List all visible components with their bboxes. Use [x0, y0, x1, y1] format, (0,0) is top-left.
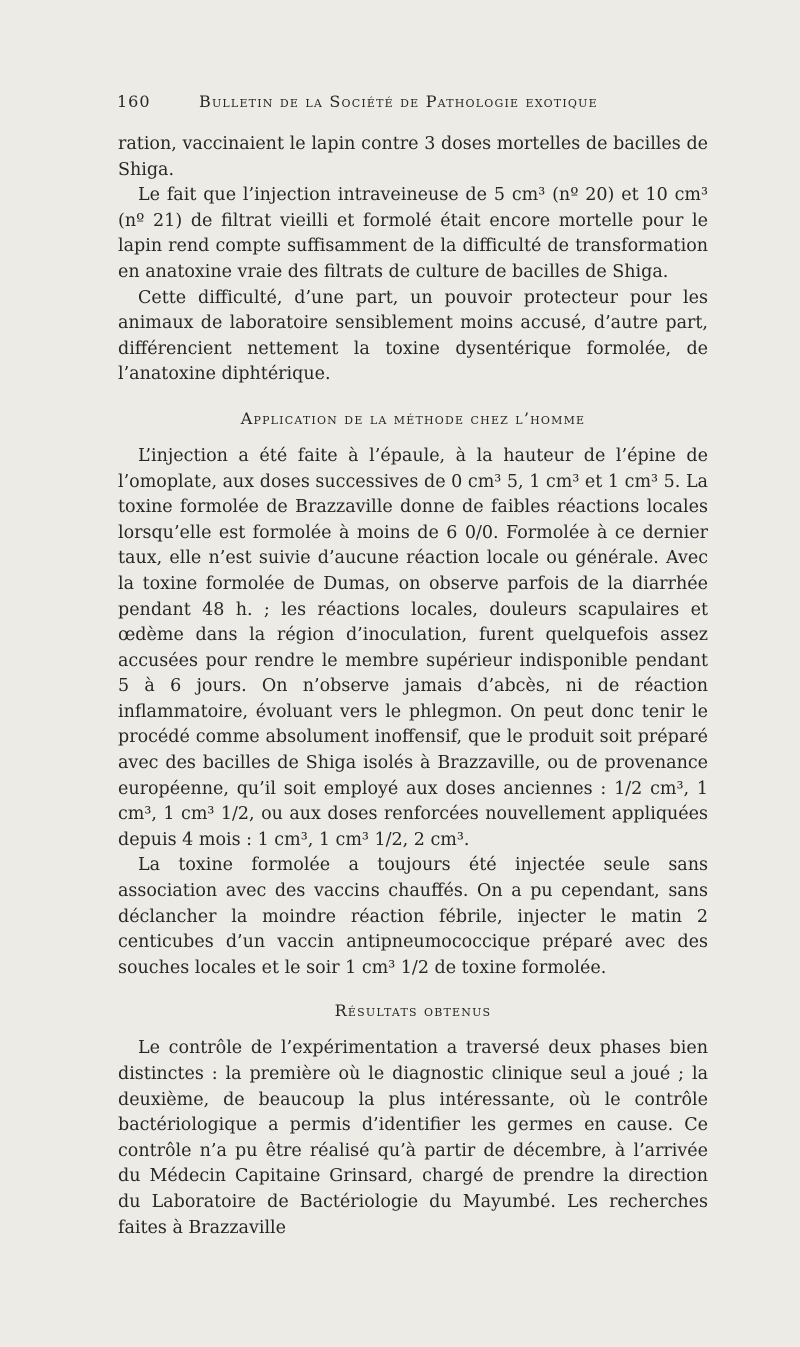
page-header — [117, 92, 703, 116]
paragraph-5: La toxine formolée a toujours été injectée seule sans association avec des vaccins chauffés. On a pu cependant, sans déclancher la moindre réaction fébrile, injecter le matin 2 centicubes d’un vaccin antipneumococcique préparé avec des souches locales et le soir 1 cm³ 1/2 de toxine formolée. — [118, 855, 708, 978]
paragraph-3: Cette difficulté, d’une part, un pouvoir protecteur pour les animaux de laboratoire sensiblement moins accusé, d’autre part, différencient nettement la toxine dysentérique formolée, de l’anatoxine diphtérique. — [118, 287, 708, 385]
section-title-results: Résultats obtenus — [334, 1001, 492, 1021]
body-text — [118, 132, 708, 1241]
paragraph-4: L’injection a été faite à l’épaule, à la hauteur de l’épine de l’omoplate, aux doses successives de 0 cm³ 5, 1 cm³ et 1 cm³ 5. La toxine formolée de Brazzaville donne de faibles réactions locales lorsqu’elle est formolée à moins de 6 0/0. Formolée à ce dernier taux, elle n’est suivie d’aucune réaction locale ou générale. Avec la toxine formolée de Dumas, on observe parfois de la diarrhée pendant 48 h. ; les réactions locales, douleurs scapulaires et œdème dans la région d’inoculation, furent quelquefois assez accusées pour rendre le membre supérieur indisponible pendant 5 à 6 jours. On n’observe jamais d’abcès, ni de réaction inflammatoire, évoluant vers le phlegmon. On peut donc tenir le procédé comme absolument inoffensif, que le produit soit préparé avec des bacilles de Shiga isolés à Brazzaville, ou de provenance européenne, qu’il soit employé aux doses anciennes : 1/2 cm³, 1 cm³, 1 cm³ 1/2, ou aux doses renforcées nouvellement appliquées depuis 4 mois : 1 cm³, 1 cm³ 1/2, 2 cm³. — [118, 445, 708, 850]
paragraph-6: Le contrôle de l’expérimentation a traversé deux phases bien distinctes : la première où le diagnostic clinique seul a joué ; la deuxième, de beaucoup la plus intéressante, où le contrôle bactériologique a permis d’identifier les germes en cause. Ce contrôle n’a pu être réalisé qu’à partir de décembre, à l’arrivée du Médecin Capitaine Grinsard, chargé de prendre la direction du Laboratoire de Bactériologie du Mayumbé. Les recherches faites à Brazzaville — [118, 1038, 708, 1238]
page-number: 160 — [117, 92, 151, 111]
section-title-application: Application de la méthode chez l’homme — [240, 408, 586, 428]
running-title: Bulletin de la Société de Pathologie exotique — [199, 92, 598, 111]
paragraph-2: Le fait que l’injection intraveineuse de 5 cm³ (nº 20) et 10 cm³ (nº 21) de filtrat vieilli et formolé était encore mortelle pour le lapin rend compte suffisamment de la difficulté de transformation en anatoxine vraie des filtrats de culture de bacilles de Shiga. — [118, 185, 708, 282]
paragraph-1: ration, vaccinaient le lapin contre 3 doses mortelles de bacilles de Shiga. — [118, 134, 708, 180]
